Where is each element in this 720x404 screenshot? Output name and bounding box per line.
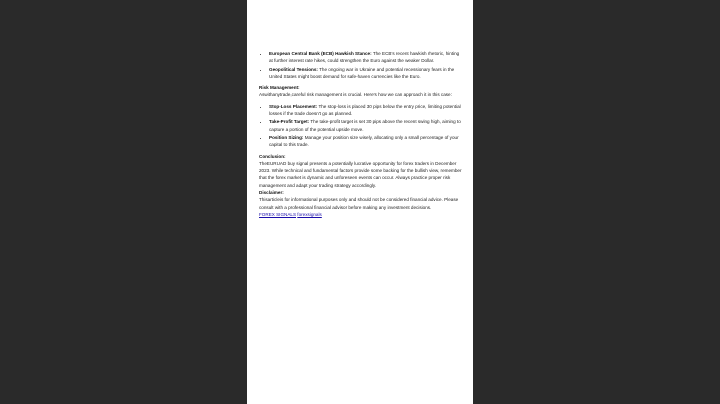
risk-management-list (259, 103, 463, 149)
item-label: European Central Bank (ECB) Hawkish Stance: (269, 51, 372, 56)
forexsignals-hashtag-link[interactable]: forexsignals (297, 211, 322, 217)
conclusion-heading: Conclusion: (259, 153, 286, 159)
forex-signals-link[interactable]: FOREX SIGNALS (259, 211, 297, 217)
list-item (269, 66, 463, 81)
item-label: Take-Profit Target: (269, 119, 310, 125)
conclusion-text: TheEURUAD buy signal presents a potentially lucrative opportunity for forex traders in December 2023. While technical and fundamental factors provide some backing for the bullish view, remember that the forex market is dynamic and unforeseen events can occur. Always practice proper risk management and adapt your trading strategy accordingly. (259, 160, 462, 188)
item-text: The take-profit target is set 30 pips above the recent swing high, aiming to capture a portion of the potential upside move. (269, 119, 461, 132)
list-item (269, 103, 463, 118)
risk-management-heading: Risk Management: (259, 85, 300, 91)
item-label: Stop-Loss Placement: (269, 103, 318, 109)
item-text: Manage your position size wisely, allocating only a small percentage of your capital to this trade. (269, 134, 459, 148)
disclaimer-heading: Disclaimer: (259, 190, 284, 196)
disclaimer-text: Thisarticleis for informational purposes only and should not be considered financial advice. Please consult with a professional financial advisor before making any investment decisions. (259, 197, 459, 210)
risk-factor-list (259, 50, 463, 80)
left-letterbox (0, 0, 247, 404)
list-item (269, 118, 463, 133)
item-label: Position Sizing: (269, 134, 304, 140)
item-label: Geopolitical Tensions: (269, 66, 318, 72)
right-letterbox (473, 0, 720, 404)
list-item (269, 134, 463, 149)
item-text: The stop-loss is placed 30 pips below the entry price, limiting potential losses if the trade doesn't go as planned. (269, 103, 461, 117)
risk-management-intro: Aswithanytrade,careful risk management is crucial. Here's how we can approach it in this case: (259, 92, 452, 98)
item-text: The ongoing war in Ukraine and potential recessionary fears in the United States might boost demand for safe-haven currencies like the Euro. (269, 66, 455, 79)
article-page (247, 0, 473, 404)
list-item (269, 50, 463, 65)
tag-links (259, 211, 463, 218)
item-text: The ECB's recent hawkish rhetoric, hinting at further interest rate hikes, could strengthen the Euro against the weaker Dollar. (269, 51, 460, 64)
